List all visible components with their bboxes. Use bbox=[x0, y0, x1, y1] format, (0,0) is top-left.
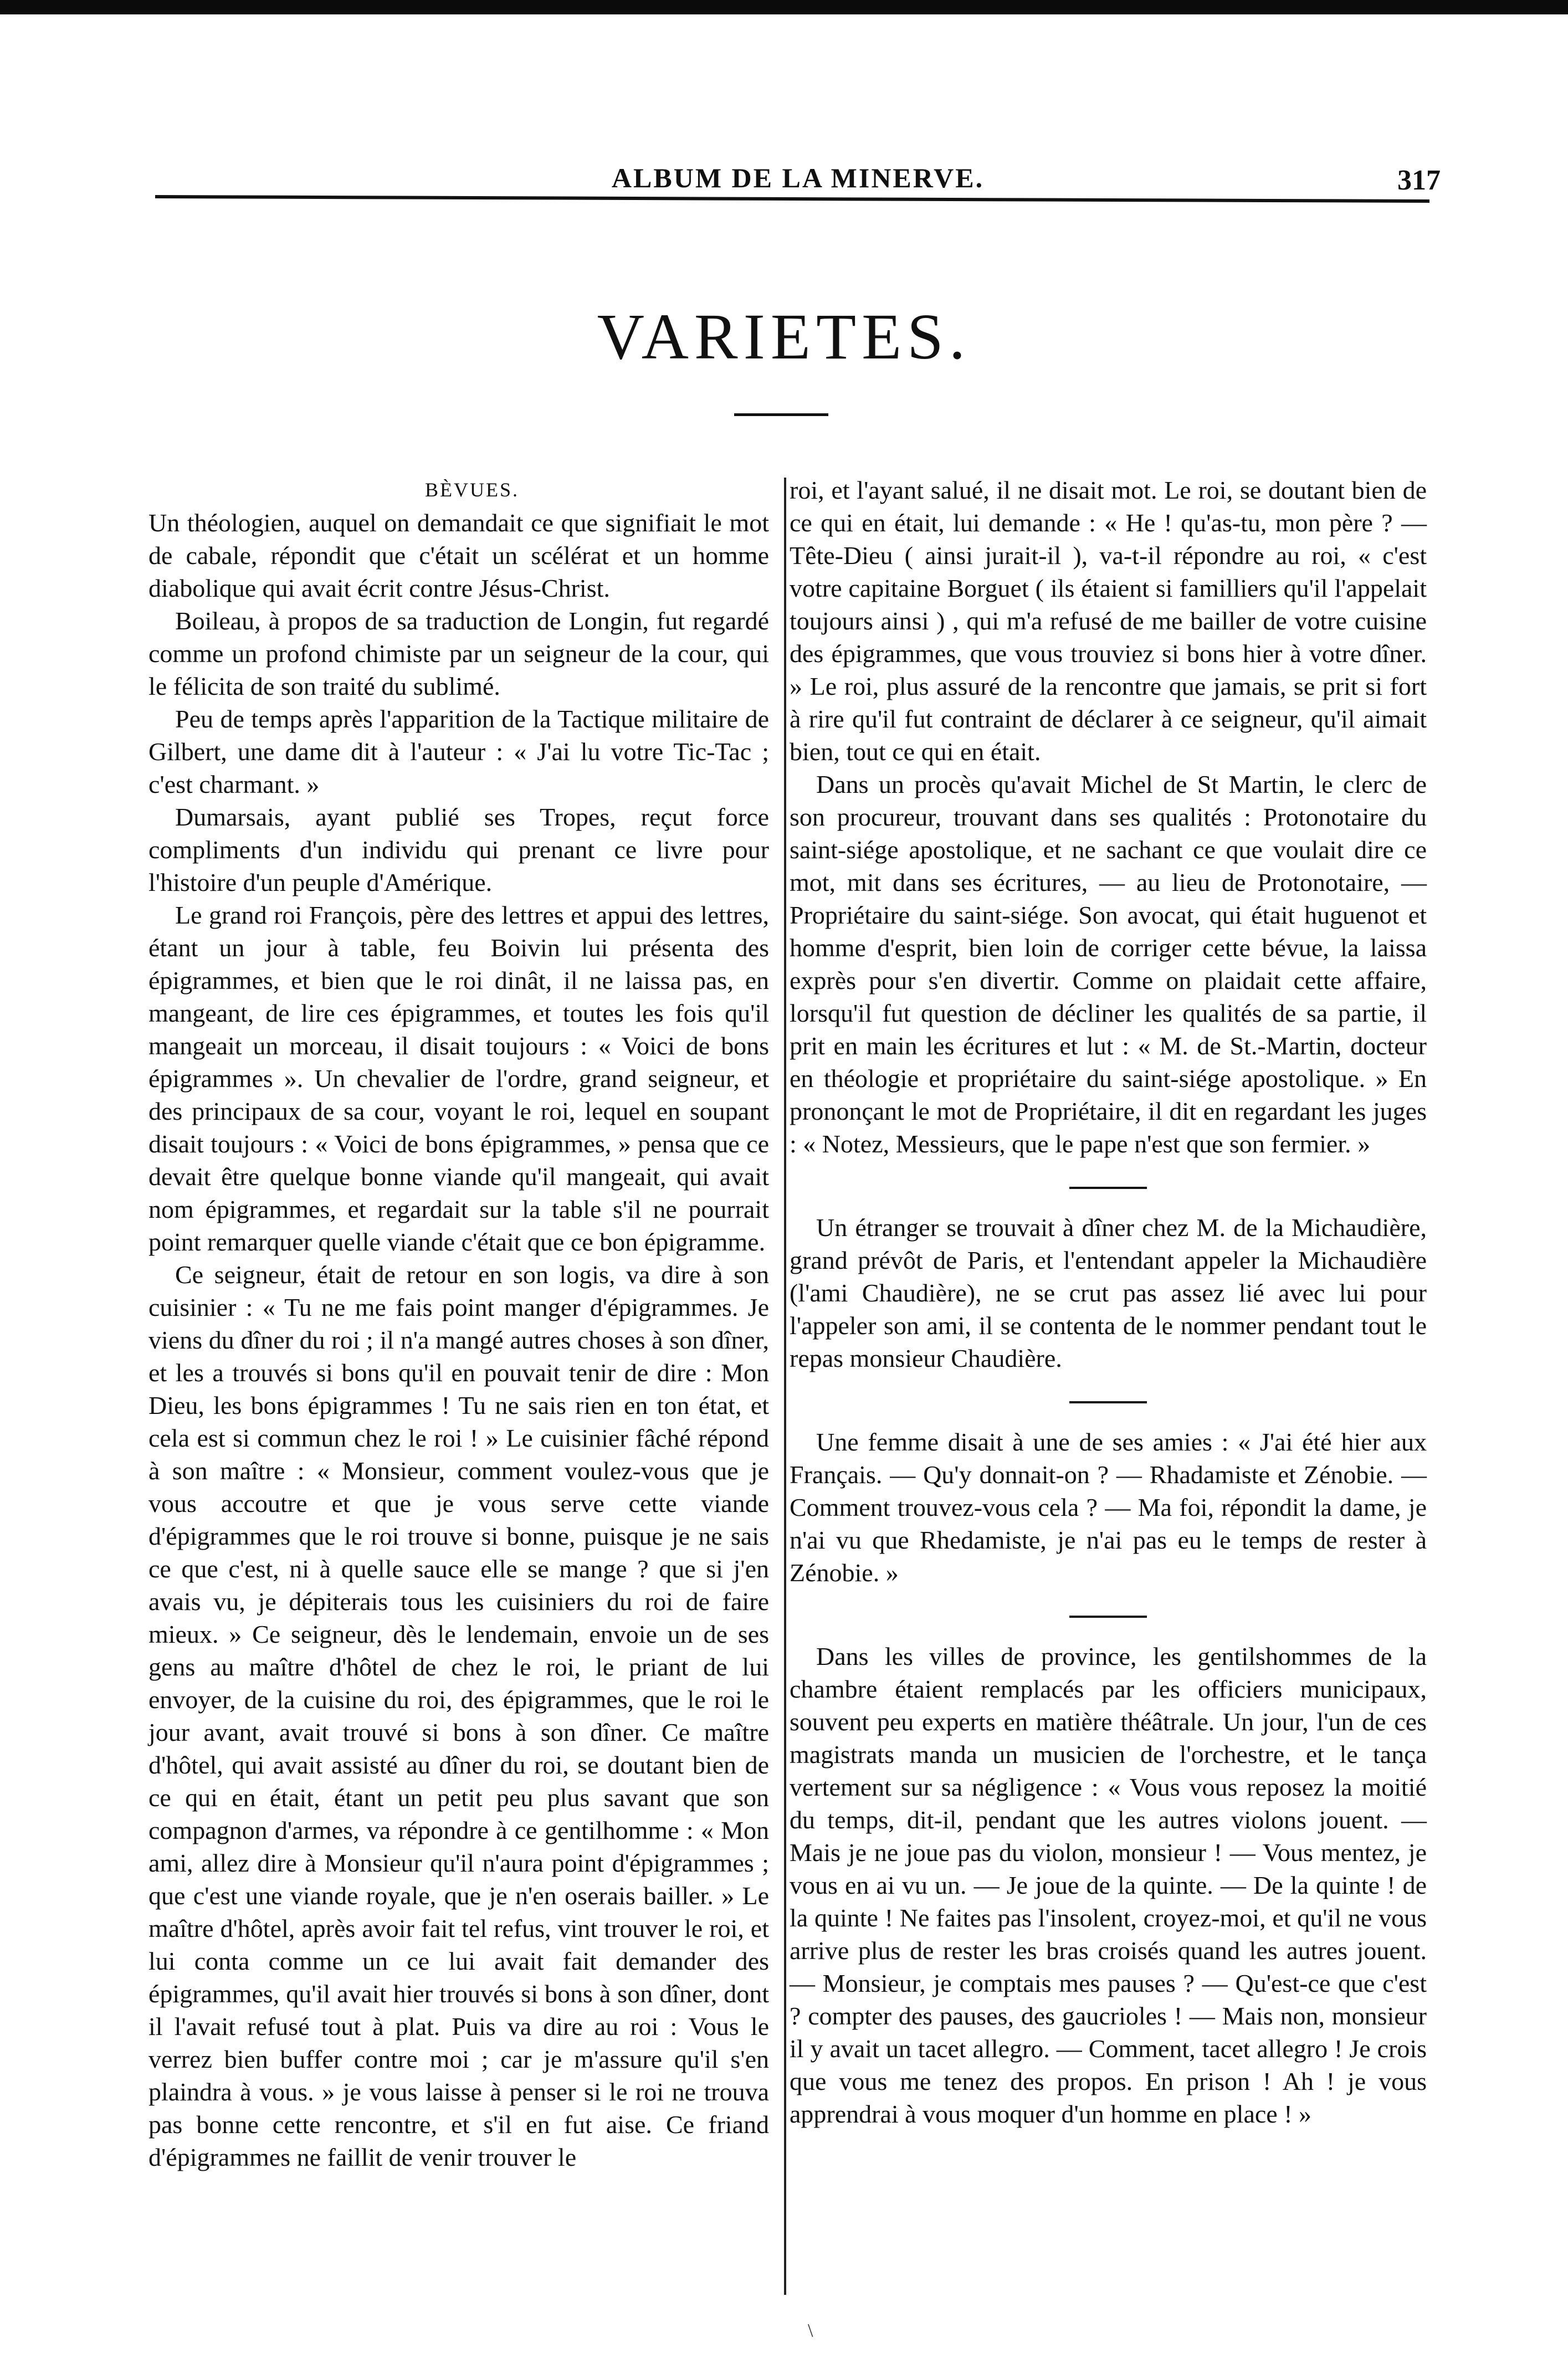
running-title: ALBUM DE LA MINERVE. bbox=[611, 162, 985, 193]
paragraph: Dans un procès qu'avait Michel de St Martin, le clerc de son procureur, trouvant dans ses qualités : Protonotaire du saint-siége apostolique, et ne sachant ce que voulait dire ce mot, mit dans ses écritures, — au lieu de Protonotaire, — Propriétaire du saint-siége. Son avocat, qui était huguenot et homme d'esprit, bien loin de corriger cette bévue, la laissa exprès pour s'en divertir. Comme on plaidait cette affaire, lorsqu'il fut question de décliner les qualités de sa partie, il prit en main les écritures et lut : « M. de St.-Martin, docteur en théologie et propriétaire du saint-siége apostolique. » En prononçant le mot de Propriétaire, il dit en regardant les juges : « Notez, Messieurs, que le pape n'est que son fermier. » bbox=[790, 770, 1427, 1158]
column-divider bbox=[784, 478, 786, 2295]
right-column bbox=[790, 474, 1427, 2130]
subhead: BÈVUES. bbox=[424, 479, 519, 501]
paragraph: Dumarsais, ayant publié ses Tropes, reçut force compliments d'un individu qui prenant ce livre pour l'histoire d'un peuple d'Amérique. bbox=[148, 803, 769, 896]
top-border-bar bbox=[0, 0, 1568, 14]
bottom-mark: \ bbox=[808, 2320, 813, 2341]
section-title: VARIETES. bbox=[597, 300, 971, 373]
left-column bbox=[148, 474, 769, 2174]
page-number: 317 bbox=[1397, 165, 1441, 196]
paragraph: Dans les villes de province, les gentilshommes de la chambre étaient remplacés par les officiers municipaux, souvent peu experts en matière théâtrale. Un jour, l'un de ces magistrats manda un musicien de l'orchestre, et le tança vertement sur sa négligence : « Vous vous reposez la moitié du temps, dit-il, pendant que les autres violons jouent. — Mais je ne joue pas du violon, monsieur ! — Vous mentez, je vous en ai vu un. — Je joue de la quinte. — De la quinte ! de la quinte ! Ne faites pas l'insolent, croyez-moi, et qu'il ne vous arrive plus de rester les bras croisés quand les autres jouent. — Monsieur, je comptais mes pauses ? — Qu'est-ce que c'est ? compter des pauses, des gaucrioles ! — Mais non, monsieur il y avait un tacet allegro. — Comment, tacet allegro ! Je crois que vous me tenez des propos. En prison ! Ah ! je vous apprendrai à vous moquer d'un homme en place ! » bbox=[790, 1642, 1427, 2128]
title-rule bbox=[734, 413, 828, 416]
paragraph: roi, et l'ayant salué, il ne disait mot. Le roi, se doutant bien de ce qui en était, lui demande : « He ! qu'as-tu, mon père ? — Tête-Dieu ( ainsi jurait-il ), va-t-il répondre au roi, « c'est votre capitaine Borguet ( ils étaient si familliers qu'il l'appelait toujours ainsi ) , qui m'a refusé de me bailler de votre cuisine des épigrammes, que vous trouviez si bons hier à votre dîner. » Le roi, plus assuré de la rencontre que jamais, se prit si fort à rire qu'il fut contraint de déclarer à ce seigneur, qu'il aimait bien, tout ce qui en était. bbox=[790, 476, 1427, 766]
paragraph: Le grand roi François, père des lettres et appui des lettres, étant un jour à table, feu Boivin lui présenta des épigrammes, et bien que le roi dinât, il ne laissa pas, en mangeant, de lire ces épigrammes, et toutes les fois qu'il mangeait un morceau, il disait toujours : « Voici de bons épigrammes ». Un chevalier de l'ordre, grand seigneur, et des principaux de sa cour, voyant le roi, lequel en soupant disait toujours : « Voici de bons épigrammes, » pensa que ce devait être quelque bonne viande qu'il mangeait, qui avait nom épigrammes, et regardait sur la table s'il ne pourrait point remarquer quelle viande c'était que ce bon épigramme. bbox=[148, 901, 769, 1256]
paragraph: Ce seigneur, était de retour en son logis, va dire à son cuisinier : « Tu ne me fais point manger d'épigrammes. Je viens du dîner du roi ; il n'a mangé autres choses à son dîner, et les a trouvés si bons qu'il en pouvait tenir de dire : Mon Dieu, les bons épigrammes ! Tu ne sais rien en ton état, et cela est si commun chez le roi ! » Le cuisinier fâché répond à son maître : « Monsieur, comment voulez-vous que je vous accoutre et que je vous serve cette viande d'épigrammes que le roi trouve si bonne, puisque je ne sais ce que c'est, ni à quelle sauce elle se mange ? que si j'en avais vu, je dépiterais tous les cuisiniers du roi de faire mieux. » Ce seigneur, dès le lendemain, envoie un de ses gens au maître d'hôtel de chez le roi, le priant de lui envoyer, de la cuisine du roi, des épigrammes, que le roi le jour avant, avait trouvé si bons à son dîner. Ce maître d'hôtel, qui avait assisté au dîner du roi, se doutant bien de ce qui en était, étant un petit peu plus savant que son compagnon d'armes, va répondre à ce gentilhomme : « Mon ami, allez dire à Monsieur qu'il n'aura point d'épigrammes ; que c'est une viande royale, que je n'en oserais bailler. » Le maître d'hôtel, après avoir fait tel refus, vint trouver le roi, et lui conta comme un ce lui avait fait demander des épigrammes, qu'il avait hier trouvés si bons à son dîner, dont il l'avait refusé tout à plat. Puis va dire au roi : Vous le verrez bien buffer contre moi ; car je m'assure qu'il s'en plaindra à vous. » je vous laisse à penser si le roi ne trouva pas bonne cette rencontre, et s'il en fut aise. Ce friand d'épigrammes ne faillit de venir trouver le bbox=[148, 1260, 769, 2171]
paragraph: Un théologien, auquel on demandait ce que signifiait le mot de cabale, répondit que c'était un scélérat et un homme diabolique qui avait écrit contre Jésus-Christ. bbox=[148, 509, 769, 602]
separator-rule bbox=[1069, 1187, 1147, 1189]
paragraph: Une femme disait à une de ses amies : « J'ai été hier aux Français. — Qu'y donnait-on ? — Rhadamiste et Zénobie. — Comment trouvez-vous cela ? — Ma foi, répondit la dame, je n'ai vu que Rhedamiste, je n'ai pas eu le temps de rester à Zénobie. » bbox=[790, 1428, 1427, 1587]
paragraph: Peu de temps après l'apparition de la Tactique militaire de Gilbert, une dame dit à l'auteur : « J'ai lu votre Tic-Tac ; c'est charmant. » bbox=[148, 705, 769, 798]
separator-rule bbox=[1069, 1401, 1147, 1403]
paragraph: Un étranger se trouvait à dîner chez M. de la Michaudière, grand prévôt de Paris, et l'entendant appeler la Michaudière (l'ami Chaudière), ne se crut pas assez lié avec lui pour l'appeler son ami, il se contenta de le nommer pendant tout le repas monsieur Chaudière. bbox=[790, 1213, 1427, 1372]
separator-rule bbox=[1069, 1616, 1147, 1618]
paragraph: Boileau, à propos de sa traduction de Longin, fut regardé comme un profond chimiste par un seigneur de la cour, qui le félicita de son traité du sublimé. bbox=[148, 607, 769, 700]
